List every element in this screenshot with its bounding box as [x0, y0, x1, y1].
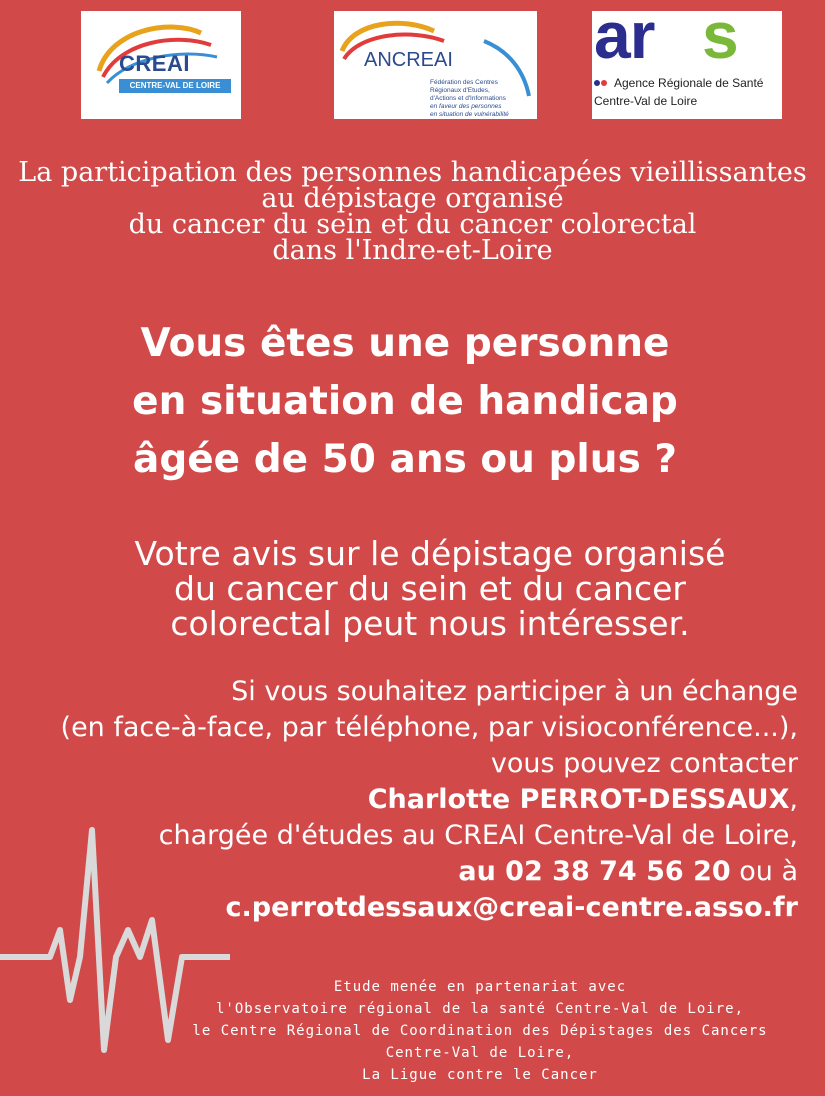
contact-line: Si vous souhaitez participer à un échange [231, 676, 798, 707]
title-line: La participation des personnes handicapées vieillissantes [18, 157, 807, 188]
contact-name-suffix: , [789, 784, 798, 815]
target-question [0, 315, 810, 489]
creai-logo-name: CREAI [119, 51, 190, 76]
partner-line: Etude menée en partenariat avec [333, 979, 627, 995]
partner-line: l'Observatoire régional de la santé Centre-Val de Loire, [215, 1001, 744, 1017]
title-line: du cancer du sein et du cancer colorectal [128, 209, 697, 240]
question-line: en situation de handicap [132, 379, 678, 424]
ancreai-logo-subtitle [430, 79, 534, 119]
ancreai-subtitle-line: Régionaux d'Etudes, [430, 87, 490, 94]
title-line: au dépistage organisé [261, 183, 564, 214]
ars-agency-label: Agence Régionale de Santé [614, 76, 764, 90]
creai-logo-region: CENTRE-VAL DE LOIRE [119, 79, 231, 93]
ars-logo-s: s [702, 0, 739, 72]
title-line: dans l'Indre-et-Loire [272, 235, 553, 266]
study-title [0, 157, 825, 266]
partner-line: le Centre Régional de Coordination des Dépistages des Cancers [192, 1023, 768, 1039]
partner-line: Centre-Val de Loire, [385, 1045, 575, 1061]
opinion-line: du cancer du sein et du cancer [174, 569, 686, 608]
ars-logo-name: ar [594, 0, 655, 72]
contact-name: Charlotte PERROT-DESSAUX [367, 784, 790, 815]
contact-line: (en face-à-face, par téléphone, par visioconférence...), [60, 712, 798, 743]
contact-role: chargée d'études au CREAI Centre-Val de Loire, [158, 820, 798, 851]
ars-logo [592, 0, 782, 119]
contact-email-link[interactable]: c.perrotdessaux@creai-centre.asso.fr [225, 892, 798, 923]
opinion-line: colorectal peut nous intéresser. [170, 604, 690, 643]
contact-line: vous pouvez contacter [490, 748, 798, 779]
ars-dots-icon [594, 79, 614, 87]
ancreai-subtitle-line: d'Actions et d'Informations [430, 95, 506, 102]
partner-line: La Ligue contre le Cancer [362, 1067, 598, 1083]
contact-name-line [0, 782, 798, 818]
creai-logo [81, 11, 241, 119]
ars-region-label: Centre-Val de Loire [594, 94, 698, 108]
question-line: Vous êtes une personne [140, 321, 670, 366]
question-line: âgée de 50 ans ou plus ? [133, 437, 677, 482]
partners-note [150, 976, 810, 1086]
contact-phone-link[interactable]: au 02 38 74 56 20 [458, 856, 731, 887]
ancreai-logo [334, 11, 537, 119]
contact-phone-line [0, 854, 798, 890]
contact-phone-suffix: ou à [730, 856, 798, 887]
ancreai-subtitle-line: Fédération des Centres [430, 79, 498, 86]
ancreai-subtitle-line: en faveur des personnes [430, 103, 502, 110]
opinion-paragraph [0, 536, 825, 641]
ancreai-logo-name: ANCREAI [364, 49, 453, 71]
contact-block [0, 674, 798, 926]
opinion-line: Votre avis sur le dépistage organisé [134, 534, 726, 573]
ancreai-subtitle-line: en situation de vulnérabilité [430, 111, 509, 118]
